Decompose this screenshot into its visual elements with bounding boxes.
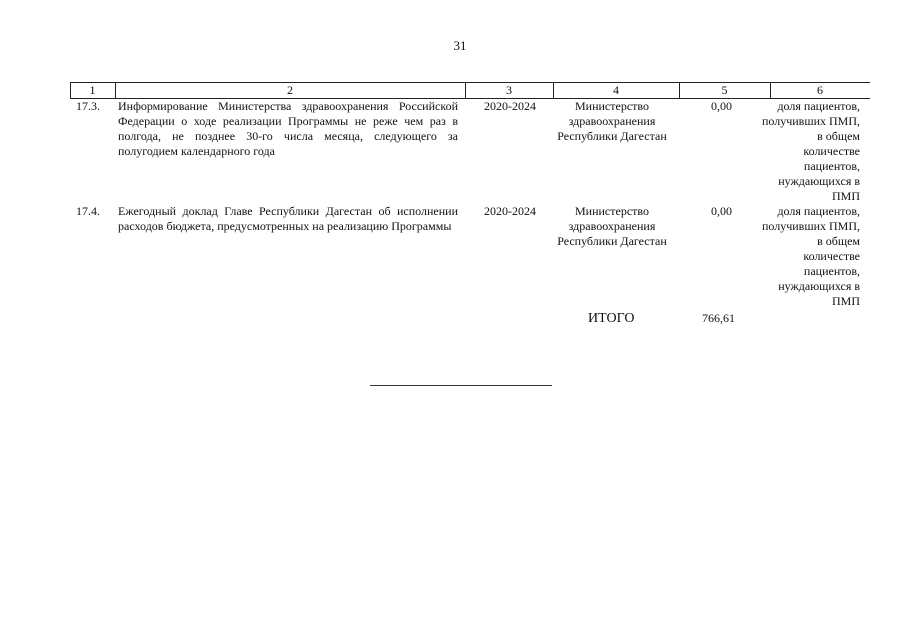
table-header-row xyxy=(70,82,870,99)
row-indicator: доля пациентов, получивших ПМП, в общем количестве пациентов, нуждающихся в ПМП xyxy=(761,204,860,308)
header-col-3: 3 xyxy=(506,83,512,97)
row-indicator: доля пациентов, получивших ПМП, в общем количестве пациентов, нуждающихся в ПМП xyxy=(761,99,860,203)
page-number: 31 xyxy=(453,38,467,53)
program-table xyxy=(70,82,870,314)
row-description: Ежегодный доклад Главе Республики Дагестан об исполнении расходов бюджета, предусмотренных на реализацию Программы xyxy=(118,204,458,233)
row-number: 17.3. xyxy=(76,99,100,113)
row-executor: Министерство здравоохранения Республики Дагестан xyxy=(557,99,667,143)
header-col-1: 1 xyxy=(89,83,96,97)
total-label: ИТОГО xyxy=(588,311,635,326)
end-divider xyxy=(370,385,552,386)
row-amount: 0,00 xyxy=(711,204,732,218)
table-row xyxy=(70,99,870,204)
row-years: 2020-2024 xyxy=(484,99,536,113)
header-col-5: 5 xyxy=(721,83,728,97)
row-executor: Министерство здравоохранения Республики Дагестан xyxy=(557,204,667,248)
row-number: 17.4. xyxy=(76,204,100,218)
total-value: 766,61 xyxy=(702,311,735,325)
row-description: Информирование Министерства здравоохранения Российской Федерации о ходе реализации Программы не реже чем раз в полгода, не позднее 30-го числа месяца, следующего за полугодием календарного года xyxy=(118,99,458,158)
header-col-2: 2 xyxy=(287,83,293,97)
table-row xyxy=(70,204,870,314)
row-amount: 0,00 xyxy=(711,99,732,113)
header-col-6: 6 xyxy=(817,83,823,97)
header-col-4: 4 xyxy=(613,83,619,97)
row-years: 2020-2024 xyxy=(484,204,536,218)
